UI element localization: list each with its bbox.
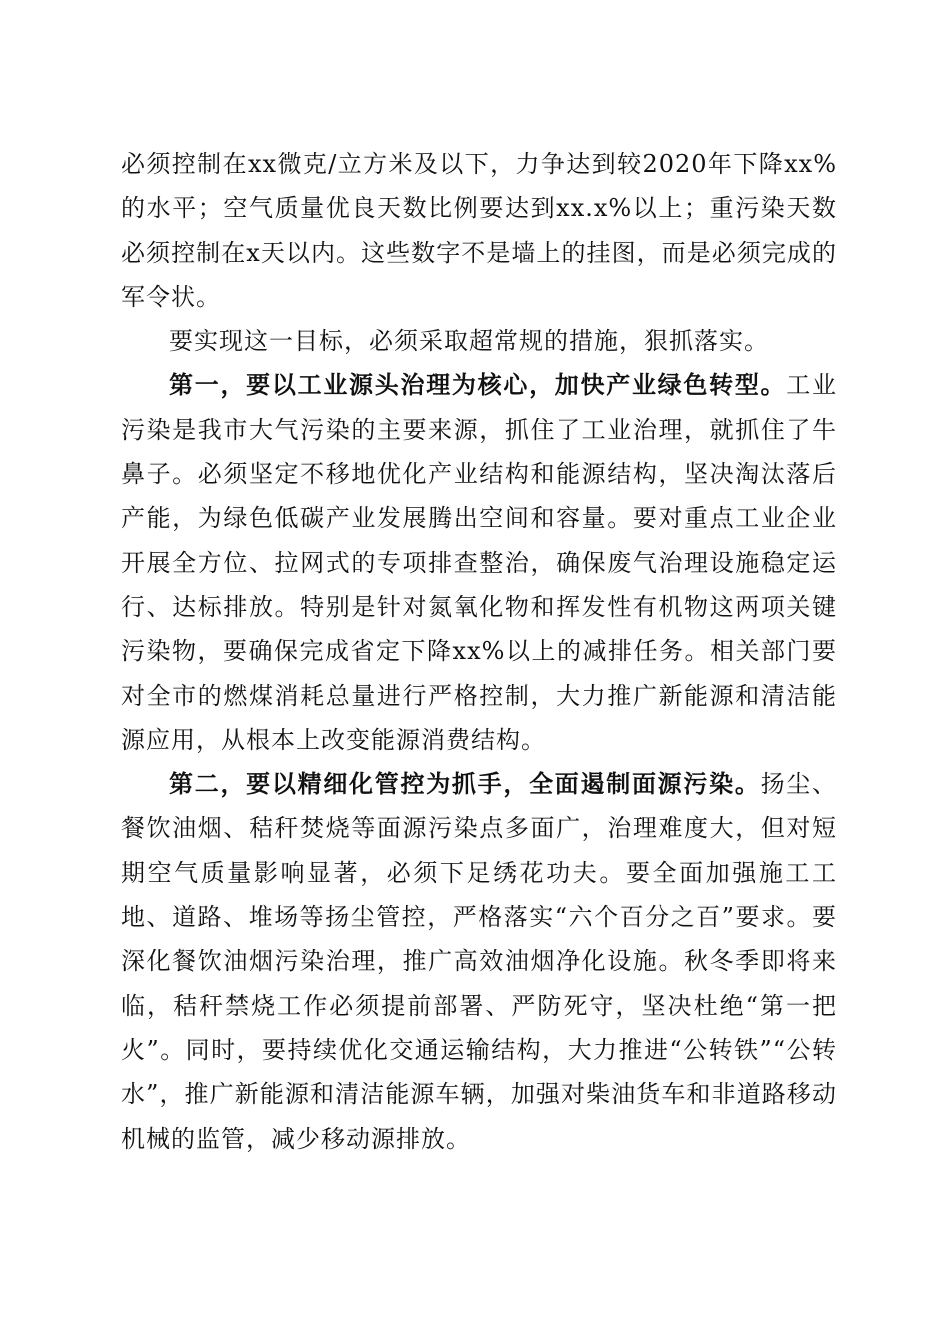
- paragraph-intro: [121, 319, 837, 363]
- paragraph-continuation: [121, 142, 837, 319]
- document-body: [121, 142, 837, 1161]
- paragraph-first-measure: [121, 363, 837, 762]
- paragraph-lead-heading: 第一，要以工业源头治理为核心，加快产业绿色转型。: [169, 370, 787, 400]
- paragraph-text: 必须控制在xx微克/立方米及以下，力争达到较2020年下降xx%的水平；空气质量优良天数比例要达到xx.x%以上；重污染天数必须控制在x天以内。这些数字不是墙上的挂图，而是必须完成的军令状。: [121, 150, 837, 311]
- paragraph-second-measure: [121, 762, 837, 1161]
- paragraph-text: 要实现这一目标，必须采取超常规的措施，狠抓落实。: [169, 327, 769, 356]
- paragraph-text: 工业污染是我市大气污染的主要来源，抓住了工业治理，就抓住了牛鼻子。必须坚定不移地优化产业结构和能源结构，坚决淘汰落后产能，为绿色低碳产业发展腾出空间和容量。要对重点工业企业开展全方位、拉网式的专项排查整治，确保废气治理设施稳定运行、达标排放。特别是针对氮氧化物和挥发性有机物这两项关键污染物，要确保完成省定下降xx%以上的减排任务。相关部门要对全市的燃煤消耗总量进行严格控制，大力推广新能源和清洁能源应用，从根本上改变能源消费结构。: [121, 371, 838, 754]
- paragraph-lead-heading: 第二，要以精细化管控为抓手，全面遏制面源污染。: [169, 769, 761, 799]
- paragraph-text: 扬尘、餐饮油烟、秸秆焚烧等面源污染点多面广，治理难度大，但对短期空气质量影响显著，必须下足绣花功夫。要全面加强施工工地、道路、堆场等扬尘管控，严格落实“六个百分之百”要求。要深化餐饮油烟污染治理，推广高效油烟净化设施。秋冬季即将来临，秸秆禁烧工作必须提前部署、严防死守，坚决杜绝“第一把火”。同时，要持续优化交通运输结构，大力推进“公转铁”“公转水”，推广新能源和清洁能源车辆，加强对柴油货车和非道路移动机械的监管，减少移动源排放。: [121, 770, 838, 1153]
